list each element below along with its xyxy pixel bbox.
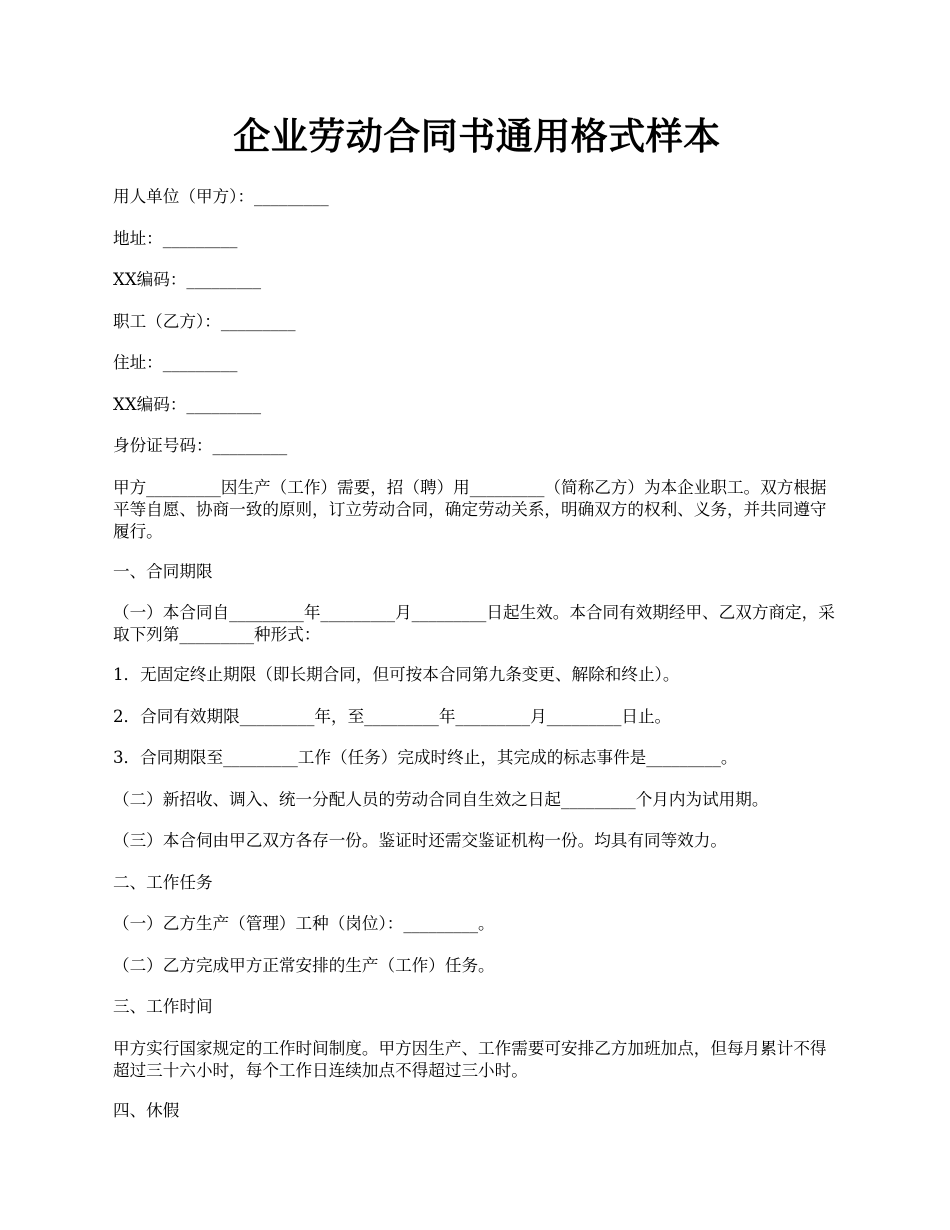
employee-field: 职工（乙方）：_________ (113, 311, 296, 331)
document-title: 企业劳动合同书通用格式样本 (233, 114, 721, 158)
section-heading-leave: 四、休假 (113, 1100, 180, 1120)
document-page (113, 108, 841, 1141)
term-clause-1: （一）本合同自_________年_________月_________日起生效。本合同有效期经甲、乙双方商定，采取下列第_________种形式： (113, 603, 835, 644)
tasks-clause-2: （二）乙方完成甲方正常安排的生产（工作）任务。 (113, 955, 495, 975)
id-number-field: 身份证号码：_________ (113, 436, 288, 455)
employee-code-field: XX编码：_________ (113, 394, 262, 414)
term-option-3: 3．合同期限至_________工作（任务）完成时终止，其完成的标志事件是_________。 (113, 748, 738, 767)
section-heading-hours: 三、工作时间 (113, 997, 213, 1016)
employer-code-field: XX编码：_________ (113, 270, 262, 289)
employer-field: 用人单位（甲方）：_________ (113, 187, 329, 206)
employee-address-field: 住址：_________ (113, 353, 238, 372)
section-heading-tasks: 二、工作任务 (113, 872, 213, 892)
term-option-2: 2．合同有效期限_________年，至_________年_________月_________日止。 (113, 706, 672, 726)
term-clause-2: （二）新招收、调入、统一分配人员的劳动合同自生效之日起_________个月内为试用期。 (113, 789, 769, 809)
section-heading-term: 一、合同期限 (113, 561, 213, 581)
tasks-clause-1: （一）乙方生产（管理）工种（岗位）：_________。 (113, 914, 495, 933)
term-clause-3: （三）本合伺由甲乙双方各存一份。鉴证时还需交鉴证机构一份。均具有同等效力。 (113, 831, 727, 850)
employer-address-field: 地址：_________ (113, 228, 238, 248)
hours-paragraph: 甲方实行国家规定的工作时间制度。甲方因生产、工作需要可安排乙方加班加点，但每月累计不得超过三十六小时，每个工作日连续加点不得超过三小时。 (113, 1038, 827, 1080)
term-option-1: 1．无固定终止期限（即长期合同，但可按本合同第九条变更、解除和终止）。 (113, 665, 680, 684)
preamble-paragraph: 甲方_________因生产（工作）需要，招（聘）用_________（简称乙方）为本企业职工。双方根据平等自愿、协商一致的原则，订立劳动合同，确定劳动关系，明确双方的权利、义务，并共同遵守履行。 (113, 477, 827, 541)
